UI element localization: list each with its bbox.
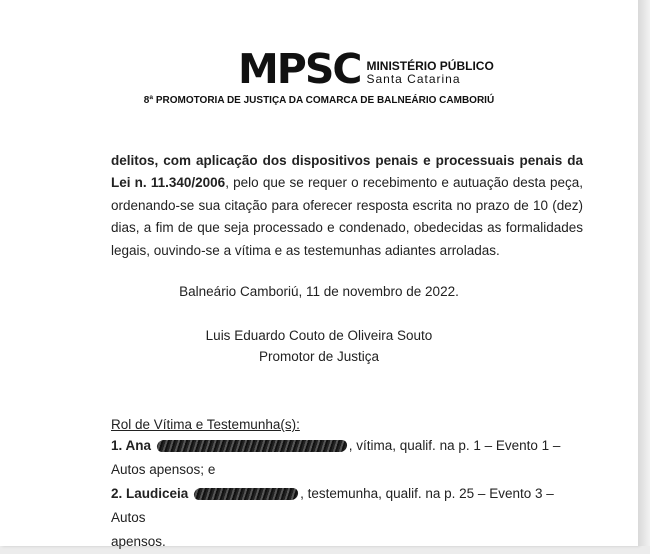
rol-item-1-text-line2: Autos apensos; e xyxy=(111,462,216,477)
redaction-mark xyxy=(193,488,299,500)
logo-text xyxy=(366,60,493,86)
body-bold-text: delitos, com aplicação dos dispositivos penais e processuais penais da Lei n. 11.340/2006 xyxy=(111,153,583,191)
rol-item-2-text-line1: , testemunha, qualif. na p. 25 – Evento 3 – Autos xyxy=(111,486,554,525)
rol-title: Rol de Vítima e Testemunha(s): xyxy=(111,417,300,432)
redaction-mark xyxy=(156,440,348,452)
logo-mark: MPSC xyxy=(238,45,361,93)
date-line: Balneário Camboriú, 11 de novembro de 2022. xyxy=(179,284,459,299)
rol-item-1-text-line1: , vítima, qualif. na p. 1 – Evento 1 – xyxy=(348,438,561,453)
signature-name: Luis Eduardo Couto de Oliveira Souto xyxy=(205,328,433,343)
signature-role: Promotor de Justiça xyxy=(258,349,380,364)
rol-item-2 xyxy=(111,482,583,554)
rol-item-2-text-line2: apensos. xyxy=(111,534,166,549)
logo-line1: MINISTÉRIO PÚBLICO xyxy=(366,59,494,73)
body-paragraph xyxy=(111,150,583,262)
logo-line2: Santa Catarina xyxy=(366,72,461,86)
header-subtitle: 8ª PROMOTORIA DE JUSTIÇA DA COMARCA DE BALNEÁRIO CAMBORIÚ xyxy=(143,95,495,106)
rol-item-1 xyxy=(111,434,583,482)
rol-item-2-label: 2. Laudiceia xyxy=(111,486,189,501)
page-edge xyxy=(638,0,650,546)
body-rest-text: , pelo que se requer o recebimento e autuação desta peça, ordenando-se sua citação para oferecer resposta escrita no prazo de 10 (dez) dias, a fim de que seja processado e condenado, obedecidas as formalidades legais, ouvindo-se a vítima e as testemunhas adiantes arroladas. xyxy=(111,175,583,258)
rol-item-1-label: 1. Ana xyxy=(111,438,152,453)
mpsc-logo xyxy=(238,45,494,93)
